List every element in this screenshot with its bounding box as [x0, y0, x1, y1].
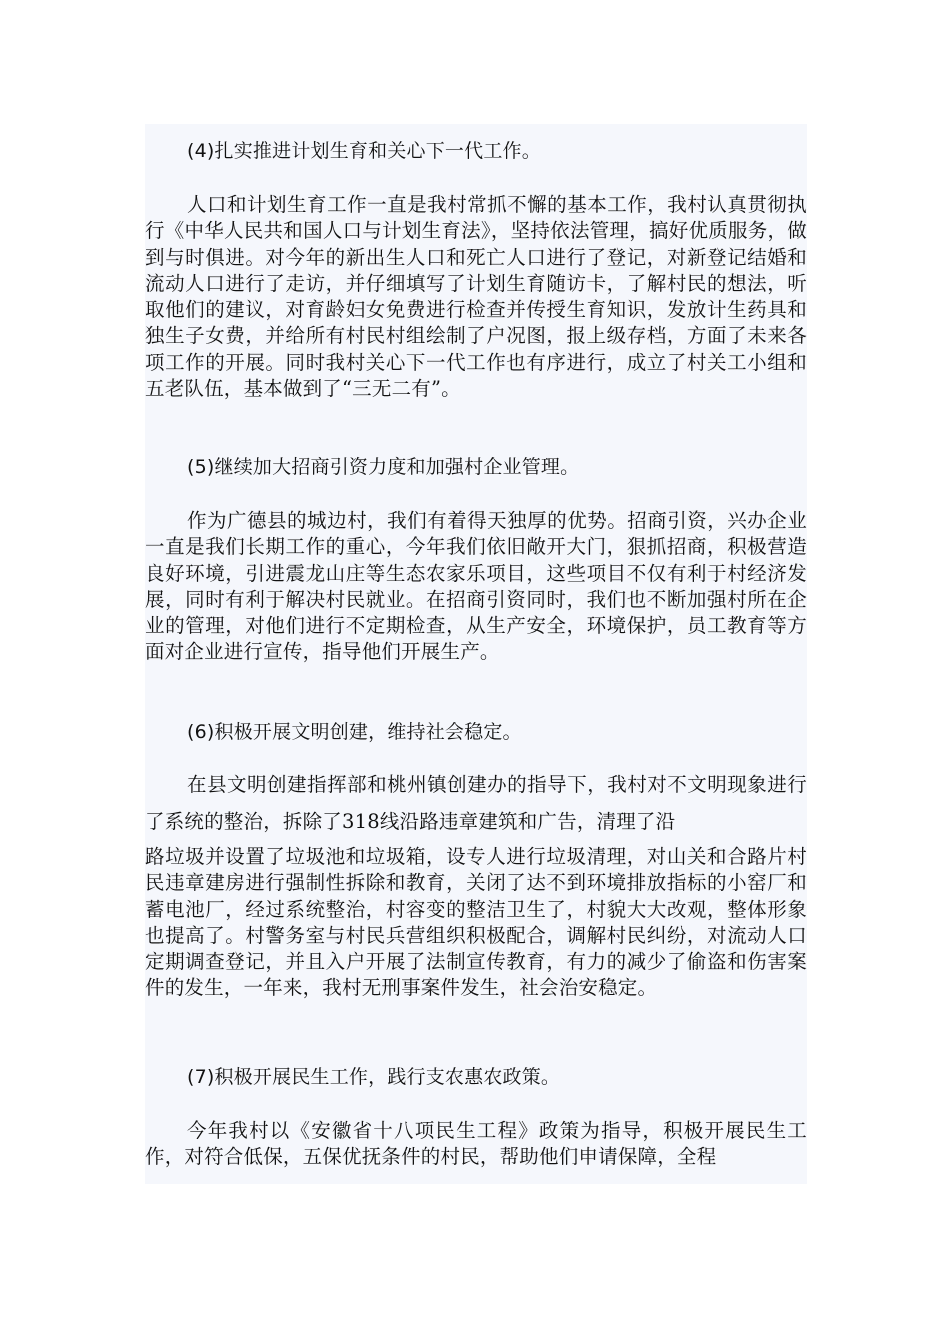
document-body [145, 124, 807, 1184]
section-heading-5: (5)继续加大招商引资力度和加强村企业管理。 [187, 456, 580, 478]
paragraph-civilization-part2: 路垃圾并设置了垃圾池和垃圾箱，设专人进行垃圾清理，对山关和合路片村民违章建房进行强制性拆除和教育，关闭了达不到环境排放指标的小窑厂和蓄电池厂，经过系统整治，村容变的整洁卫生了，村貌大大改观，整体形象也提高了。村警务室与村民兵营组织积极配合，调解村民纠纷，对流动人口定期调查登记，并且入户开展了法制宣传教育，有力的减少了偷盗和伤害案件的发生，一年来，我村无刑事案件发生，社会治安稳定。 [145, 845, 807, 1000]
paragraph-family-planning: 人口和计划生育工作一直是我村常抓不懈的基本工作，我村认真贯彻执行《中华人民共和国人口与计划生育法》，坚持依法管理，搞好优质服务，做到与时俱进。对今年的新出生人口和死亡人口进行了登记，对新登记结婚和流动人口进行了走访，并仔细填写了计划生育随访卡，了解村民的想法，听取他们的建议，对育龄妇女免费进行检查并传授生育知识，发放计生药具和独生子女费，并给所有村民村组绘制了户况图，报上级存档，方面了未来各项工作的开展。同时我村关心下一代工作也有序进行，成立了村关工小组和五老队伍，基本做到了“三无二有”。 [145, 193, 807, 401]
paragraph-civilization-part1: 在县文明创建指挥部和桃州镇创建办的指导下，我村对不文明现象进行了系统的整治，拆除了318线沿路违章建筑和广告，清理了沿 [145, 773, 807, 833]
section-heading-7: (7)积极开展民生工作，践行支农惠农政策。 [187, 1066, 561, 1088]
section-heading-6: (6)积极开展文明创建，维持社会稳定。 [187, 721, 522, 743]
section-heading-4: (4)扎实推进计划生育和关心下一代工作。 [187, 140, 541, 162]
paragraph-livelihood: 今年我村以《安徽省十八项民生工程》政策为指导，积极开展民生工作，对符合低保，五保优抚条件的村民，帮助他们申请保障，全程 [145, 1119, 807, 1169]
paragraph-investment: 作为广德县的城边村，我们有着得天独厚的优势。招商引资，兴办企业一直是我们长期工作的重心，今年我们依旧敞开大门，狠抓招商，积极营造良好环境，引进震龙山庄等生态农家乐项目，这些项目不仅有利于村经济发展，同时有利于解决村民就业。在招商引资同时，我们也不断加强村所在企业的管理，对他们进行不定期检查，从生产安全，环境保护，员工教育等方面对企业进行宣传，指导他们开展生产。 [145, 509, 807, 664]
